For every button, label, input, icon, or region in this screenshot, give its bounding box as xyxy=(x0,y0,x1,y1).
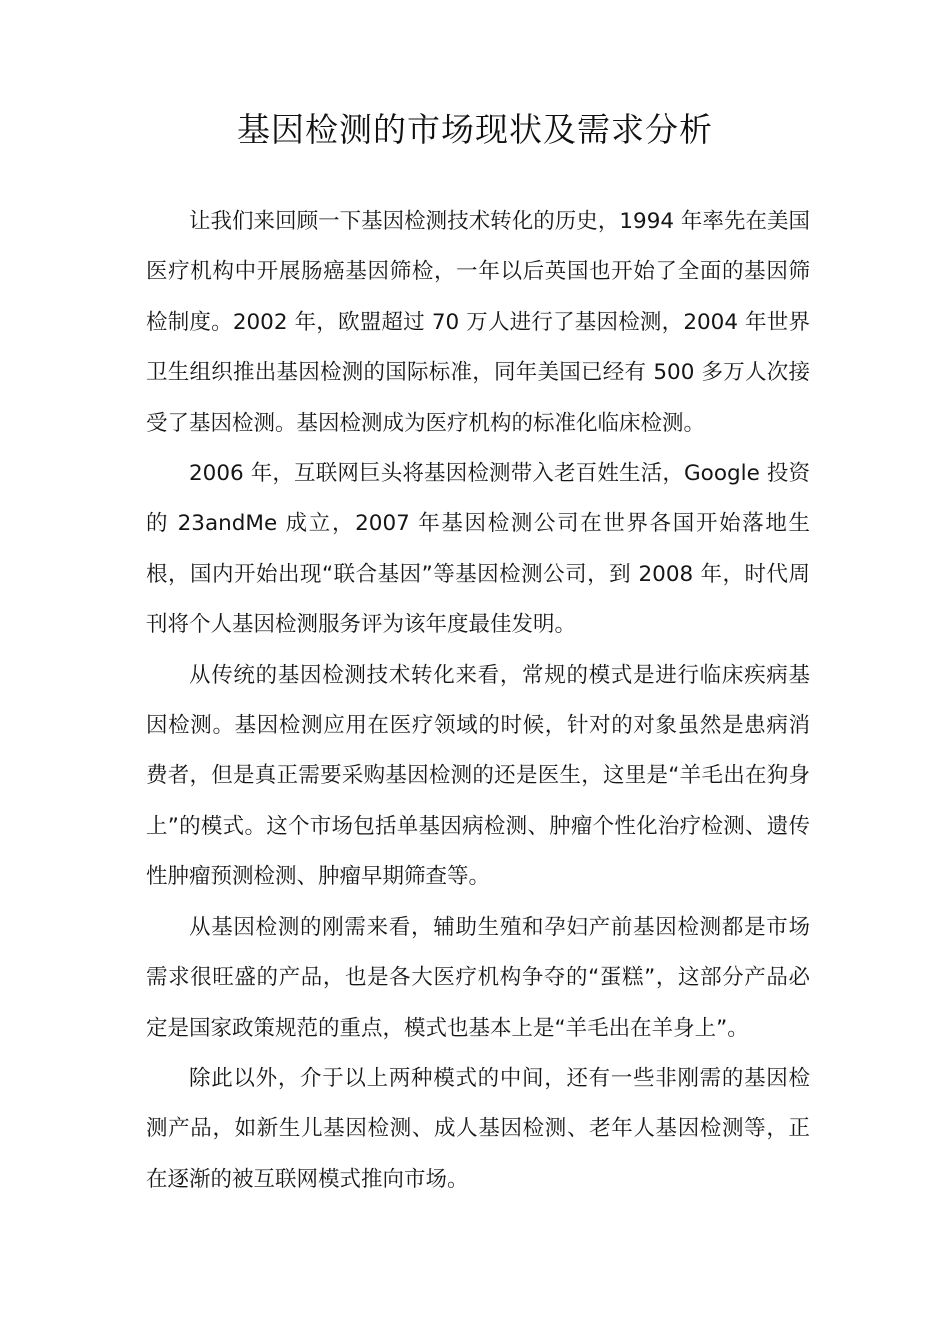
document-body xyxy=(146,197,810,1205)
paragraph-essential-demand: 从基因检测的刚需来看，辅助生殖和孕妇产前基因检测都是市场需求很旺盛的产品，也是各大医疗机构争夺的“蛋糕”，这部分产品必定是国家政策规范的重点，模式也基本上是“羊毛出在羊身上”。 xyxy=(146,914,810,1041)
paragraph-history: 让我们来回顾一下基因检测技术转化的历史，1994 年率先在美国医疗机构中开展肠癌基因筛检，一年以后英国也开始了全面的基因筛检制度。2002 年，欧盟超过 70 万人进行了基因检测，2004 年世界卫生组织推出基因检测的国际标准，同年美国已经有 500 多万人次接受了基因检测。基因检测成为医疗机构的标准化临床检测。 xyxy=(146,209,810,436)
paragraph-non-essential: 除此以外，介于以上两种模式的中间，还有一些非刚需的基因检测产品，如新生儿基因检测、成人基因检测、老年人基因检测等，正在逐渐的被互联网模式推向市场。 xyxy=(146,1065,810,1192)
paragraph-clinical: 从传统的基因检测技术转化来看，常规的模式是进行临床疾病基因检测。基因检测应用在医疗领域的时候，针对的对象虽然是患病消费者，但是真正需要采购基因检测的还是医生，这里是“羊毛出在狗身上”的模式。这个市场包括单基因病检测、肿瘤个性化治疗检测、遗传性肿瘤预测检测、肿瘤早期筛查等。 xyxy=(146,662,810,890)
document-title: 基因检测的市场现状及需求分析 xyxy=(237,110,713,149)
paragraph-internet: 2006 年，互联网巨头将基因检测带入老百姓生活，Google 投资的 23andMe 成立，2007 年基因检测公司在世界各国开始落地生根，国内开始出现“联合基因”等基因检测公司，到 2008 年，时代周刊将个人基因检测服务评为该年度最佳发明。 xyxy=(146,461,810,638)
